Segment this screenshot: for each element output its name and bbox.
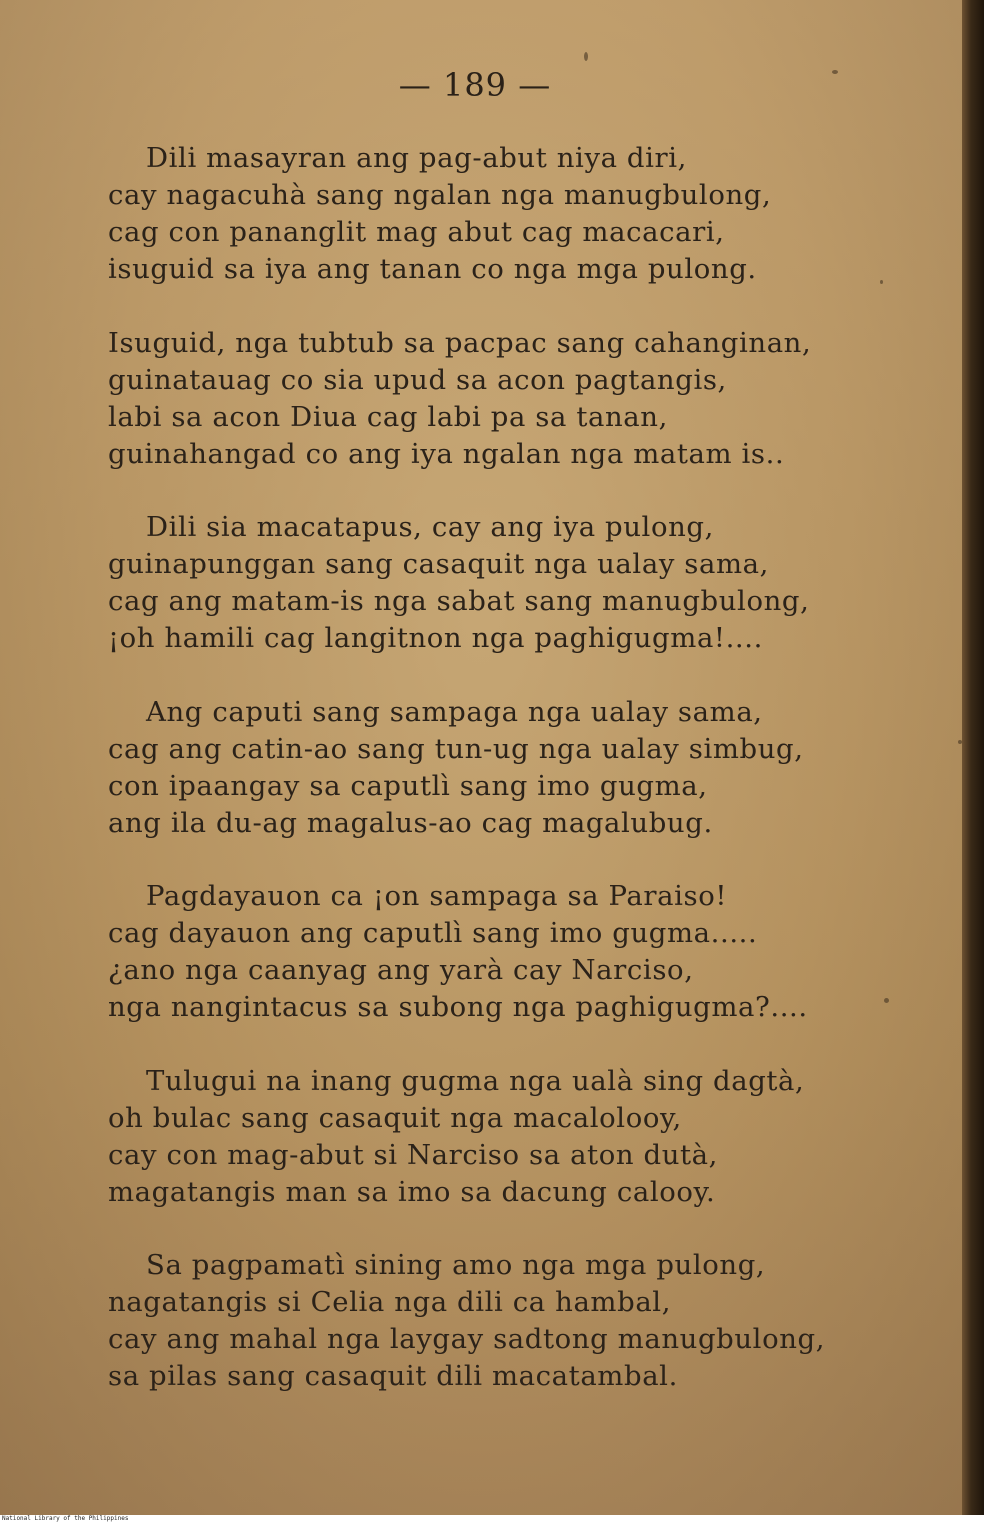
poem-line: guinahangad co ang iya ngalan nga matam is..	[108, 437, 785, 470]
poem-line: Sa pagpamatì sining amo nga mga pulong,	[146, 1249, 766, 1281]
stanza-5	[108, 878, 888, 1026]
poem-line: sa pilas sang casaquit dili macatambal.	[108, 1360, 678, 1392]
stanza-1	[108, 140, 888, 288]
poem-line: con ipaangay sa caputlì sang imo gugma,	[108, 769, 708, 802]
poem-line: cag dayauon ang caputlì sang imo gugma.....	[108, 917, 758, 949]
stanza-2	[108, 325, 888, 473]
scan-bottom-margin	[0, 1515, 984, 1523]
poem-line: Ang caputi sang sampaga nga ualay sama,	[146, 695, 763, 728]
poem-line: magatangis man sa imo sa dacung calooy.	[108, 1175, 716, 1208]
poem-line: ang ila du-ag magalus-ao cag magalubug.	[108, 806, 713, 839]
poem-line: Pagdayauon ca ¡on sampaga sa Paraiso!	[146, 880, 728, 912]
library-credit: National Library of the Philippines	[2, 1515, 129, 1522]
ink-speck	[584, 52, 588, 61]
poem-line: cag con pananglit mag abut cag macacari,	[108, 216, 725, 248]
stanza-7	[108, 1247, 888, 1395]
poem-line: Dili masayran ang pag-abut niya diri,	[146, 142, 687, 174]
poem-line: oh bulac sang casaquit nga macalolooy,	[108, 1101, 682, 1134]
poem-line: nga nangintacus sa subong nga paghigugma?....	[108, 991, 808, 1023]
poem-line: Dili sia macatapus, cay ang iya pulong,	[146, 511, 714, 543]
stanza-4	[108, 694, 888, 842]
stanza-6	[108, 1063, 888, 1211]
poem-line: cay con mag-abut si Narciso sa aton dutà,	[108, 1138, 719, 1171]
poem-line: guinatauag co sia upud sa acon pagtangis,	[108, 363, 727, 396]
poem-line: isuguid sa iya ang tanan co nga mga pulong.	[108, 253, 757, 285]
poem-line: Tulugui na inang gugma nga ualà sing dagtà,	[146, 1064, 805, 1097]
poem-body	[108, 140, 888, 1432]
poem-line: cag ang matam-is nga sabat sang manugbulong,	[108, 585, 810, 617]
poem-line: Isuguid, nga tubtub sa pacpac sang cahanginan,	[108, 326, 812, 359]
poem-line: nagatangis si Celia nga dili ca hambal,	[108, 1286, 672, 1318]
poem-line: cay nagacuhà sang ngalan nga manugbulong,	[108, 179, 772, 211]
poem-line: guinapunggan sang casaquit nga ualay sama,	[108, 548, 770, 580]
poem-line: cay ang mahal nga laygay sadtong manugbulong,	[108, 1323, 826, 1355]
poem-line: labi sa acon Diua cag labi pa sa tanan,	[108, 400, 668, 433]
poem-line: ¿ano nga caanyag ang yarà cay Narciso,	[108, 954, 694, 986]
page-edge-shadow	[962, 0, 984, 1515]
poem-line: cag ang catin-ao sang tun-ug nga ualay simbug,	[108, 732, 804, 765]
poem-line: ¡oh hamili cag langitnon nga paghigugma!....	[108, 622, 763, 654]
stanza-3	[108, 509, 888, 657]
page-number: — 189 —	[398, 66, 552, 104]
